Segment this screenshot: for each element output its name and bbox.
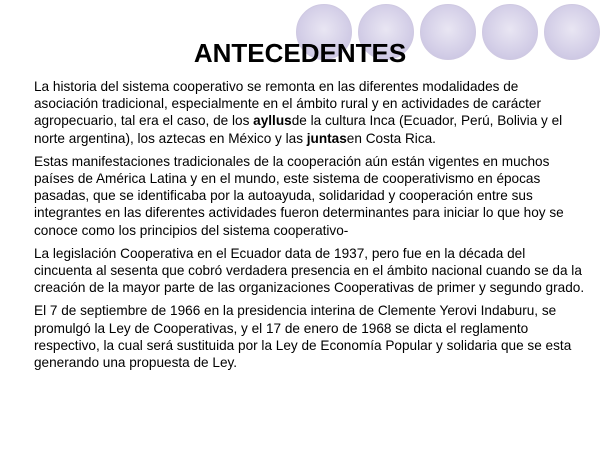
paragraph-3: La legislación Cooperativa en el Ecuador data de 1937, pero fue en la década del cincuenta al sesenta que cobró verdadera presencia en el ámbito nacional cuando se da la creación de la mayor parte de las organizaciones Cooperativas de primer y segundo grado. [34,245,585,296]
paragraph-1-text-a: La historia del sistema cooperativo se remonta en las diferentes modalidades de asociación tradicional, especialmente en el ámbito rural y en actividades de carácter agropecuario, tal era el caso, de los [34,79,542,129]
bold-term-juntas: juntas [306,130,347,146]
paragraph-2: Estas manifestaciones tradicionales de la cooperación aún están vigentes en muchos países de América Latina y en el mundo, este sistema de cooperativismo en épocas pasadas, que se identificaba por la autoayuda, solidaridad y cooperación entre sus integrantes en las diferentes actividades fueron determinantes para iniciar lo que hoy se conoce como los principios del sistema cooperativo- [34,153,564,238]
paragraph-1 [34,78,586,147]
slide-title: ANTECEDENTES [193,38,407,68]
paragraph-1-text-b: de la cultura Inca (Ecuador, Perú, Bolivia y el norte argentina), los aztecas en México y las [34,113,563,146]
bold-term-ayllus: ayllus [253,113,292,129]
paragraph-1-text-c: en Costa Rica. [346,130,436,146]
paragraph-4: El 7 de septiembre de 1966 en la presidencia interina de Clemente Yerovi Indaburu, se promulgó la Ley de Cooperativas, y el 17 de enero de 1968 se dicta el reglamento respectivo, la cual será sustituida por la Ley de Economía Popular y solidaria que se esta generando una propuesta de Ley. [34,303,572,371]
slide-body [34,78,586,377]
